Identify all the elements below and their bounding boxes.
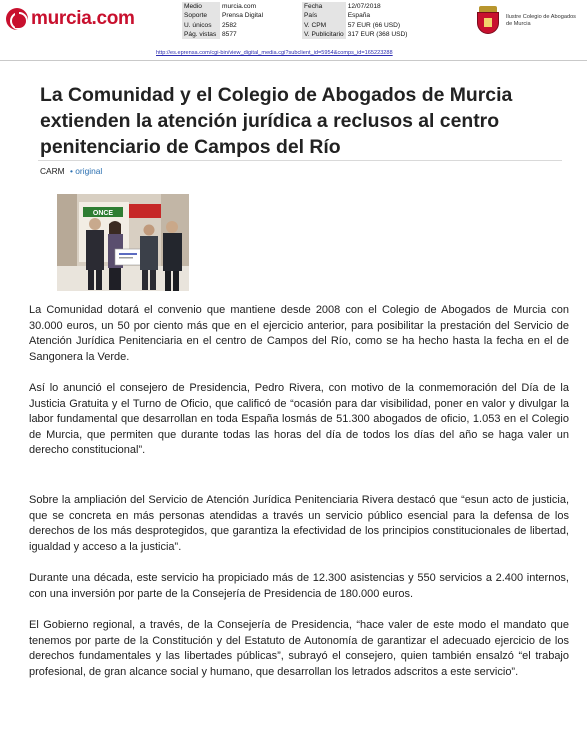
meta-label: País (302, 11, 346, 20)
bar-association-crest-icon (474, 6, 502, 40)
meta-value: 12/07/2018 (347, 3, 381, 10)
article-photo (57, 194, 189, 291)
photo-sign-text: ONCE (92, 210, 114, 217)
headline-divider (38, 160, 562, 161)
media-metadata-right (302, 2, 424, 39)
article-paragraph: Sobre la ampliación del Servicio de Atención Jurídica Penitenciaria Rivera destacó que “esun acto de justicia, que se concreta en más personas atendidas a través un servicio público esencial para la defensa de los derechos de los más desprotegidos, que garantiza la efectividad de los principios constitucionales de libertad, igualdad y acceso a la justicia”. (29, 494, 569, 553)
murcia-logo-icon (6, 8, 28, 30)
original-tag[interactable]: • original (70, 166, 103, 176)
client-name: Ilustre Colegio de Abogados de Murcia (506, 14, 576, 27)
clipping-header (0, 0, 587, 50)
meta-value: España (347, 12, 371, 20)
meta-value: 8577 (222, 30, 237, 38)
meta-label: Soporte (182, 11, 220, 20)
meta-value: 317 EUR (368 USD) (347, 30, 408, 38)
meta-value: 2582 (222, 21, 237, 29)
meta-value: 57 EUR (66 USD) (347, 21, 401, 29)
article-paragraph: La Comunidad dotará el convenio que mantiene desde 2008 con el Colegio de Abogados de Murcia con 30.000 euros, un 50 por ciento más que en el ejercicio anterior, para posibilitar la prestación del Servicio de Atención Jurídica Penitenciaria en el centro de Campos del Río, como se ha hecho hasta la fecha en el de Sangonera la Verde. (29, 304, 569, 363)
murcia-logo[interactable] (6, 8, 135, 30)
client-block (474, 6, 582, 40)
article-paragraph: Durante una década, este servicio ha propiciado más de 12.300 asistencias y 550 servicios a 2.400 internos, con una inversión por parte de la Consejería de Presidencia de 180.000 euros. (29, 572, 569, 600)
meta-label: U. únicos (182, 21, 220, 30)
meta-label: V. Publicitario (304, 30, 344, 38)
source-url-link[interactable]: http://es.eprensa.com/cgi-bin/view_digital_media.cgi?subclient_id=5954&comps_id=165223288 (156, 50, 393, 56)
meta-value: murcia.com (222, 3, 257, 10)
article-headline: La Comunidad y el Colegio de Abogados de Murcia extienden la atención jurídica a reclusos al centro penitenciario de Campos del Río (40, 84, 513, 158)
meta-value: Prensa Digital (222, 12, 264, 20)
meta-label: Medio (182, 2, 220, 11)
meta-label: Pág. vistas (182, 30, 220, 39)
media-metadata-left (182, 2, 290, 39)
article-byline (40, 166, 102, 176)
header-divider (0, 60, 587, 61)
article-source: CARM (40, 166, 65, 176)
article-paragraph: Así lo anunció el consejero de Presidencia, Pedro Rivera, con motivo de la conmemoración del Día de la Justicia Gratuita y el Turno de Oficio, que calificó de “ocasión para dar visibilidad, poner en valor y divulgar la labor fundamental que desarrollan en toda España losmás de 51.300 abogados de oficio, 1.053 en el Colegio de Murcia, que permiten que durante todas las horas del día de todos los días del año se haga valer un derecho constitucional”. (29, 382, 569, 456)
article-paragraph: El Gobierno regional, a través, de la Consejería de Presidencia, “hace valer de este modo el mandato que tenemos por parte de la Constitución y del Estatuto de Autonomía de garantizar el adecuado ejercicio de los derechos fundamentales y las libertades públicas”, subrayó el consejero, quien también ensalzó “el trabajo profesional, de gran alcance social y humano, que desarrollan los letrados adscritos a este servicio”. (29, 619, 569, 678)
meta-label: Fecha (302, 2, 346, 11)
logo-text: murcia.com (31, 8, 135, 29)
meta-label: V. CPM (302, 21, 346, 30)
